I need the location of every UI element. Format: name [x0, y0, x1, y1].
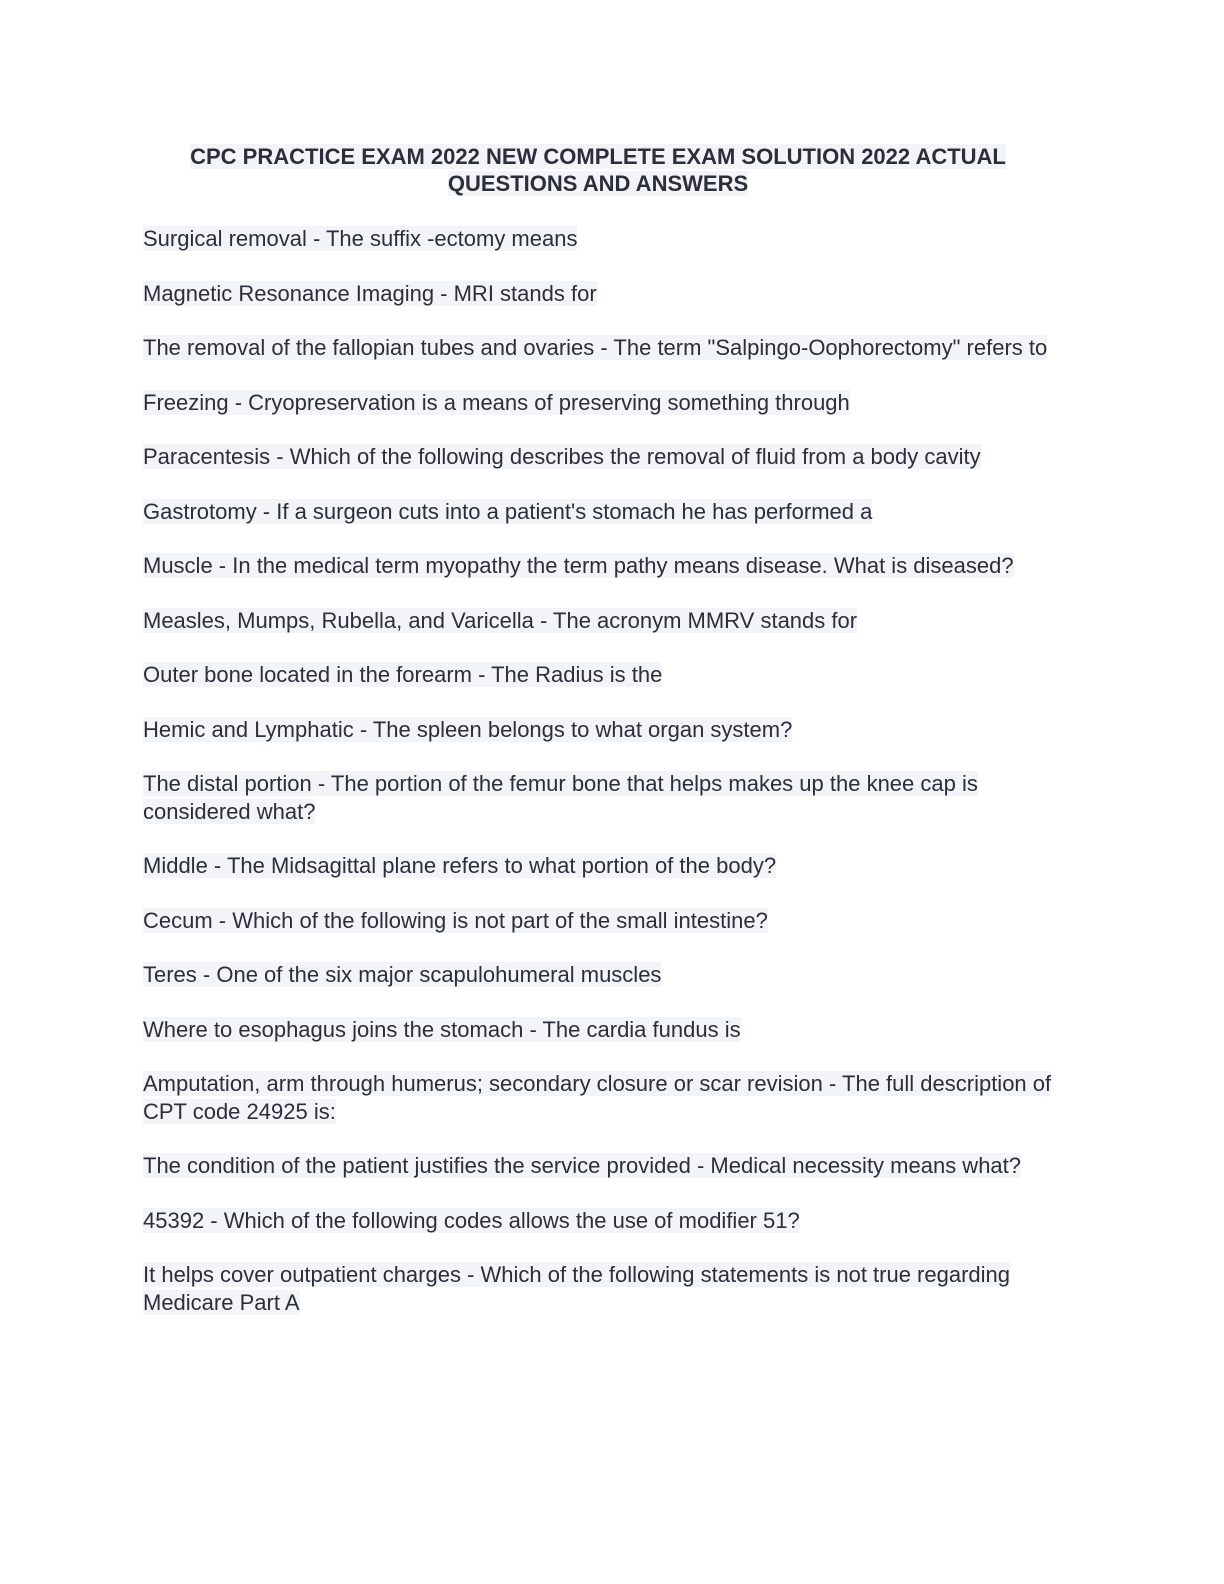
- list-item-text: 45392 - Which of the following codes allows the use of modifier 51?: [143, 1207, 800, 1233]
- document-title-text: CPC PRACTICE EXAM 2022 NEW COMPLETE EXAM SOLUTION 2022 ACTUAL QUESTIONS AND ANSWERS: [190, 144, 1006, 196]
- list-item: [143, 661, 1053, 689]
- list-item-text: The condition of the patient justifies the service provided - Medical necessity means what?: [143, 1153, 1022, 1178]
- qa-list: [143, 225, 1053, 1316]
- list-item: [143, 1207, 1053, 1235]
- list-item: [143, 1261, 1053, 1316]
- list-item: [143, 443, 1053, 471]
- list-item-text: Magnetic Resonance Imaging - MRI stands for: [143, 280, 597, 306]
- list-item: [143, 280, 1053, 308]
- list-item-text: Gastrotomy - If a surgeon cuts into a patient's stomach he has performed a: [143, 498, 873, 524]
- list-item-text: It helps cover outpatient charges - Which of the following statements is not true regarding Medicare Part A: [143, 1262, 1011, 1315]
- list-item: [143, 961, 1053, 989]
- list-item-text: Middle - The Midsagittal plane refers to what portion of the body?: [143, 853, 777, 878]
- list-item: [143, 334, 1053, 362]
- list-item-text: Muscle - In the medical term myopathy the term pathy means disease. What is diseased?: [143, 553, 1014, 578]
- list-item-text: Teres - One of the six major scapulohumeral muscles: [143, 962, 662, 987]
- list-item: [143, 716, 1053, 744]
- document-page: [143, 143, 1053, 1343]
- list-item-text: Amputation, arm through humerus; secondary closure or scar revision - The full description of CPT code 24925 is:: [143, 1071, 1052, 1124]
- list-item-text: Surgical removal - The suffix -ectomy means: [143, 226, 578, 251]
- list-item: [143, 552, 1053, 580]
- list-item-text: Hemic and Lymphatic - The spleen belongs to what organ system?: [143, 716, 793, 742]
- list-item: [143, 1016, 1053, 1044]
- list-item-text: Where to esophagus joins the stomach - The cardia fundus is: [143, 1016, 741, 1042]
- list-item: [143, 498, 1053, 526]
- document-title: [143, 143, 1053, 197]
- list-item: [143, 852, 1053, 880]
- list-item: [143, 225, 1053, 253]
- list-item: [143, 607, 1053, 635]
- list-item-text: Paracentesis - Which of the following describes the removal of fluid from a body cavity: [143, 444, 981, 469]
- list-item-text: The removal of the fallopian tubes and ovaries - The term "Salpingo-Oophorectomy" refers to: [143, 335, 1048, 360]
- list-item: [143, 1152, 1053, 1180]
- list-item: [143, 389, 1053, 417]
- list-item-text: Cecum - Which of the following is not part of the small intestine?: [143, 907, 768, 933]
- list-item: [143, 1070, 1053, 1125]
- list-item-text: The distal portion - The portion of the femur bone that helps makes up the knee cap is considered what?: [143, 771, 978, 824]
- list-item: [143, 907, 1053, 935]
- list-item-text: Outer bone located in the forearm - The Radius is the: [143, 662, 663, 687]
- list-item: [143, 770, 1053, 825]
- list-item-text: Freezing - Cryopreservation is a means of preserving something through: [143, 389, 850, 415]
- list-item-text: Measles, Mumps, Rubella, and Varicella - The acronym MMRV stands for: [143, 607, 858, 633]
